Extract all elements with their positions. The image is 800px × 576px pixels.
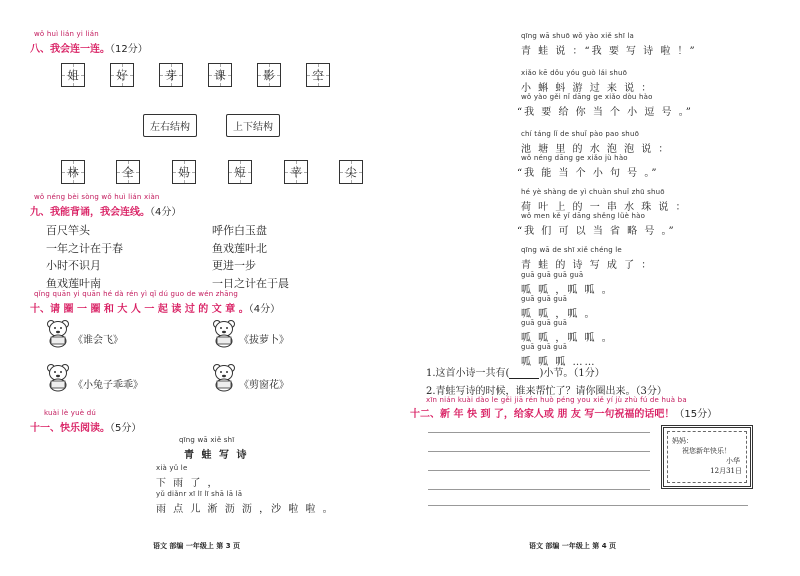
card-signature: 小华 xyxy=(726,457,740,465)
poem-line: 青 蛙 的 诗 写 成 了 ： xyxy=(521,260,654,271)
poem-line-pinyin: guā guā guā xyxy=(521,295,568,303)
bottom-char: 林 xyxy=(67,166,79,179)
poem-line-pinyin: wǒ men kě yǐ dāng shěng lüè hào xyxy=(521,212,646,220)
bottom-char-box[interactable] xyxy=(284,160,308,184)
poem-line: 呱 呱 ，呱 。 xyxy=(521,309,597,320)
sec10-title xyxy=(30,300,280,315)
poem-line-pinyin: guā guā guā xyxy=(521,343,568,351)
poem-line: 小 蝌 蚪 游 过 来 说 ： xyxy=(521,83,654,94)
structure-top-bottom[interactable]: 上下结构 xyxy=(226,114,280,137)
poem-line: “我 能 当 个 小 句 号 。” xyxy=(517,168,659,179)
card-date: 12月31日 xyxy=(710,467,742,475)
poem-left-item[interactable]: 一年之计在于春 xyxy=(46,242,123,255)
poem-line: “我 要 给 你 当 个 小 逗 号 。” xyxy=(517,107,693,118)
card-message: 祝您新年快乐！ xyxy=(682,447,731,455)
poem-line1-pinyin: xià yǔ le xyxy=(156,464,188,472)
bear-reading-icon xyxy=(211,318,237,348)
bottom-char-box[interactable] xyxy=(61,160,85,184)
bottom-char-box[interactable] xyxy=(228,160,252,184)
bottom-char: 尖 xyxy=(345,166,357,179)
sec9-pinyin: wǒ néng bèi sòng wǒ huì lián xiàn xyxy=(34,193,160,201)
bear-reading-icon xyxy=(45,318,71,348)
top-char-box[interactable] xyxy=(306,63,330,87)
left-page-footer: 语文 部编 一年级上 第 3 页 xyxy=(153,542,241,550)
sec8-pinyin: wǒ huì lián yi lián xyxy=(34,30,99,38)
poem-line: 呱 呱 ，呱 呱 。 xyxy=(521,333,614,344)
greeting-card-example xyxy=(661,425,753,489)
poem-title: 青 蛙 写 诗 xyxy=(184,450,249,461)
top-char: 课 xyxy=(214,69,226,82)
poem-line-pinyin: qīng wā de shī xiě chéng le xyxy=(521,246,622,254)
sec9-title-text: 九、我能背诵，我会连线。 xyxy=(30,207,150,218)
sec8-title-text: 八、我会连一连。 xyxy=(30,44,110,55)
sec9-points: （4分） xyxy=(150,207,182,218)
top-char-box[interactable] xyxy=(61,63,85,87)
writing-line[interactable] xyxy=(428,470,650,471)
poem-left-item[interactable]: 鱼戏莲叶南 xyxy=(46,277,101,290)
poem-right-item[interactable]: 更进一步 xyxy=(212,259,256,272)
bottom-char-box[interactable] xyxy=(339,160,363,184)
writing-line[interactable] xyxy=(428,505,748,506)
sec12-pinyin: xīn nián kuài dào le gěi jiā rén huò péng you xiě yí jù zhù fú de huà ba xyxy=(426,396,687,404)
sec12-title xyxy=(410,405,717,420)
poem-right-item[interactable]: 一日之计在于晨 xyxy=(212,277,289,290)
poem-right-item[interactable]: 鱼戏莲叶北 xyxy=(212,242,267,255)
sec11-points: （5分） xyxy=(110,423,142,434)
bottom-char: 妈 xyxy=(178,166,190,179)
top-char: 好 xyxy=(116,69,128,82)
sec11-title xyxy=(30,419,141,434)
poem-line: 呱 呱 ，呱 呱 。 xyxy=(521,285,614,296)
poem-line: 池 塘 里 的 水 泡 泡 说 ： xyxy=(521,144,671,155)
top-char: 影 xyxy=(263,69,275,82)
poem-line-pinyin: hé yè shàng de yì chuàn shuǐ zhū shuō xyxy=(521,188,665,196)
sec11-pinyin: kuài lè yuè dú xyxy=(44,409,97,417)
answer-blank[interactable] xyxy=(509,368,539,379)
question-1-prefix: 1.这首小诗一共有( xyxy=(426,368,510,379)
top-char: 空 xyxy=(312,69,324,82)
top-char-box[interactable] xyxy=(159,63,183,87)
top-char: 芽 xyxy=(165,69,177,82)
poem-line: 荷 叶 上 的 一 串 水 珠 说 ： xyxy=(521,202,688,213)
card-greeting: 妈妈： xyxy=(672,437,693,445)
question-2: 2.青蛙写诗的时候，谁来帮忙了？请你圈出来。（3分） xyxy=(426,386,667,397)
top-char-box[interactable] xyxy=(110,63,134,87)
bear-reading-icon xyxy=(211,362,237,392)
poem-title-pinyin: qīng wā xiě shī xyxy=(179,436,235,444)
sec10-pinyin: qǐng quān yi quān hé dà rén yì qǐ dú guo de wén zhāng xyxy=(34,290,239,298)
sec10-title-text: 十、请 圈 一 圈 和 大 人 一 起 读 过 的 文 章 。 xyxy=(30,304,249,315)
bear-reading-icon xyxy=(45,362,71,392)
sec9-title xyxy=(30,203,181,218)
sec10-points: （4分） xyxy=(248,304,281,315)
poem-line1: 下 雨 了 ， xyxy=(156,478,220,489)
poem-right-item[interactable]: 呼作白玉盘 xyxy=(212,224,267,237)
poem-line-pinyin: guā guā guā guā xyxy=(521,271,584,279)
poem-line: “我 们 可 以 当 省 略 号 。” xyxy=(517,226,676,237)
question-1-suffix: )小节。（1分） xyxy=(539,368,605,379)
poem-line: 呱 呱 呱 …… xyxy=(521,357,597,368)
poem-line-pinyin: qīng wā shuō wǒ yào xiě shī la xyxy=(521,32,635,40)
book-title[interactable]: 《谁会飞》 xyxy=(73,335,123,346)
poem-line: 青 蛙 说 ：“我 要 写 诗 啦 ！” xyxy=(521,46,697,57)
poem-left-item[interactable]: 小时不识月 xyxy=(46,259,101,272)
book-title[interactable]: 《拔萝卜》 xyxy=(239,335,289,346)
poem-line2: 雨 点 儿 淅 沥 沥 ，沙 啦 啦 。 xyxy=(156,504,335,515)
poem-line-pinyin: chí táng lǐ de shuǐ pào pao shuō xyxy=(521,130,640,138)
poem-left-item[interactable]: 百尺竿头 xyxy=(46,224,90,237)
poem-line-pinyin: guā guā guā xyxy=(521,319,568,327)
writing-line[interactable] xyxy=(428,451,650,452)
sec11-title-text: 十一、快乐阅读。 xyxy=(30,423,110,434)
bottom-char-box[interactable] xyxy=(172,160,196,184)
poem-line-pinyin: wǒ néng dāng ge xiǎo jù hào xyxy=(521,154,628,162)
writing-line[interactable] xyxy=(428,489,650,490)
sec8-title xyxy=(30,40,148,55)
bottom-char: 全 xyxy=(122,166,134,179)
top-char-box[interactable] xyxy=(208,63,232,87)
poem-line2-pinyin: yǔ diǎnr xī lī lī shā lā lā xyxy=(156,490,243,498)
sec12-title-text: 十二、新 年 快 到 了，给家人或 朋 友 写一句祝福的话吧！ xyxy=(410,409,675,420)
bottom-char: 短 xyxy=(234,166,246,179)
top-char-box[interactable] xyxy=(257,63,281,87)
sec8-points: （12分） xyxy=(110,44,148,55)
right-page-footer: 语文 部编 一年级上 第 4 页 xyxy=(529,542,617,550)
poem-line-pinyin: wǒ yào gěi nǐ dāng ge xiǎo dòu hào xyxy=(521,93,653,101)
writing-line[interactable] xyxy=(428,432,650,433)
structure-left-right[interactable]: 左右结构 xyxy=(143,114,197,137)
question-1 xyxy=(426,364,605,379)
sec12-points: （15分） xyxy=(674,409,718,420)
book-title[interactable]: 《剪窗花》 xyxy=(239,380,289,391)
poem-line-pinyin: xiǎo kē dǒu yóu guò lái shuō xyxy=(521,69,628,77)
top-char: 姐 xyxy=(67,69,79,82)
bottom-char: 苹 xyxy=(290,166,302,179)
bottom-char-box[interactable] xyxy=(116,160,140,184)
book-title[interactable]: 《小兔子乖乖》 xyxy=(73,380,143,391)
